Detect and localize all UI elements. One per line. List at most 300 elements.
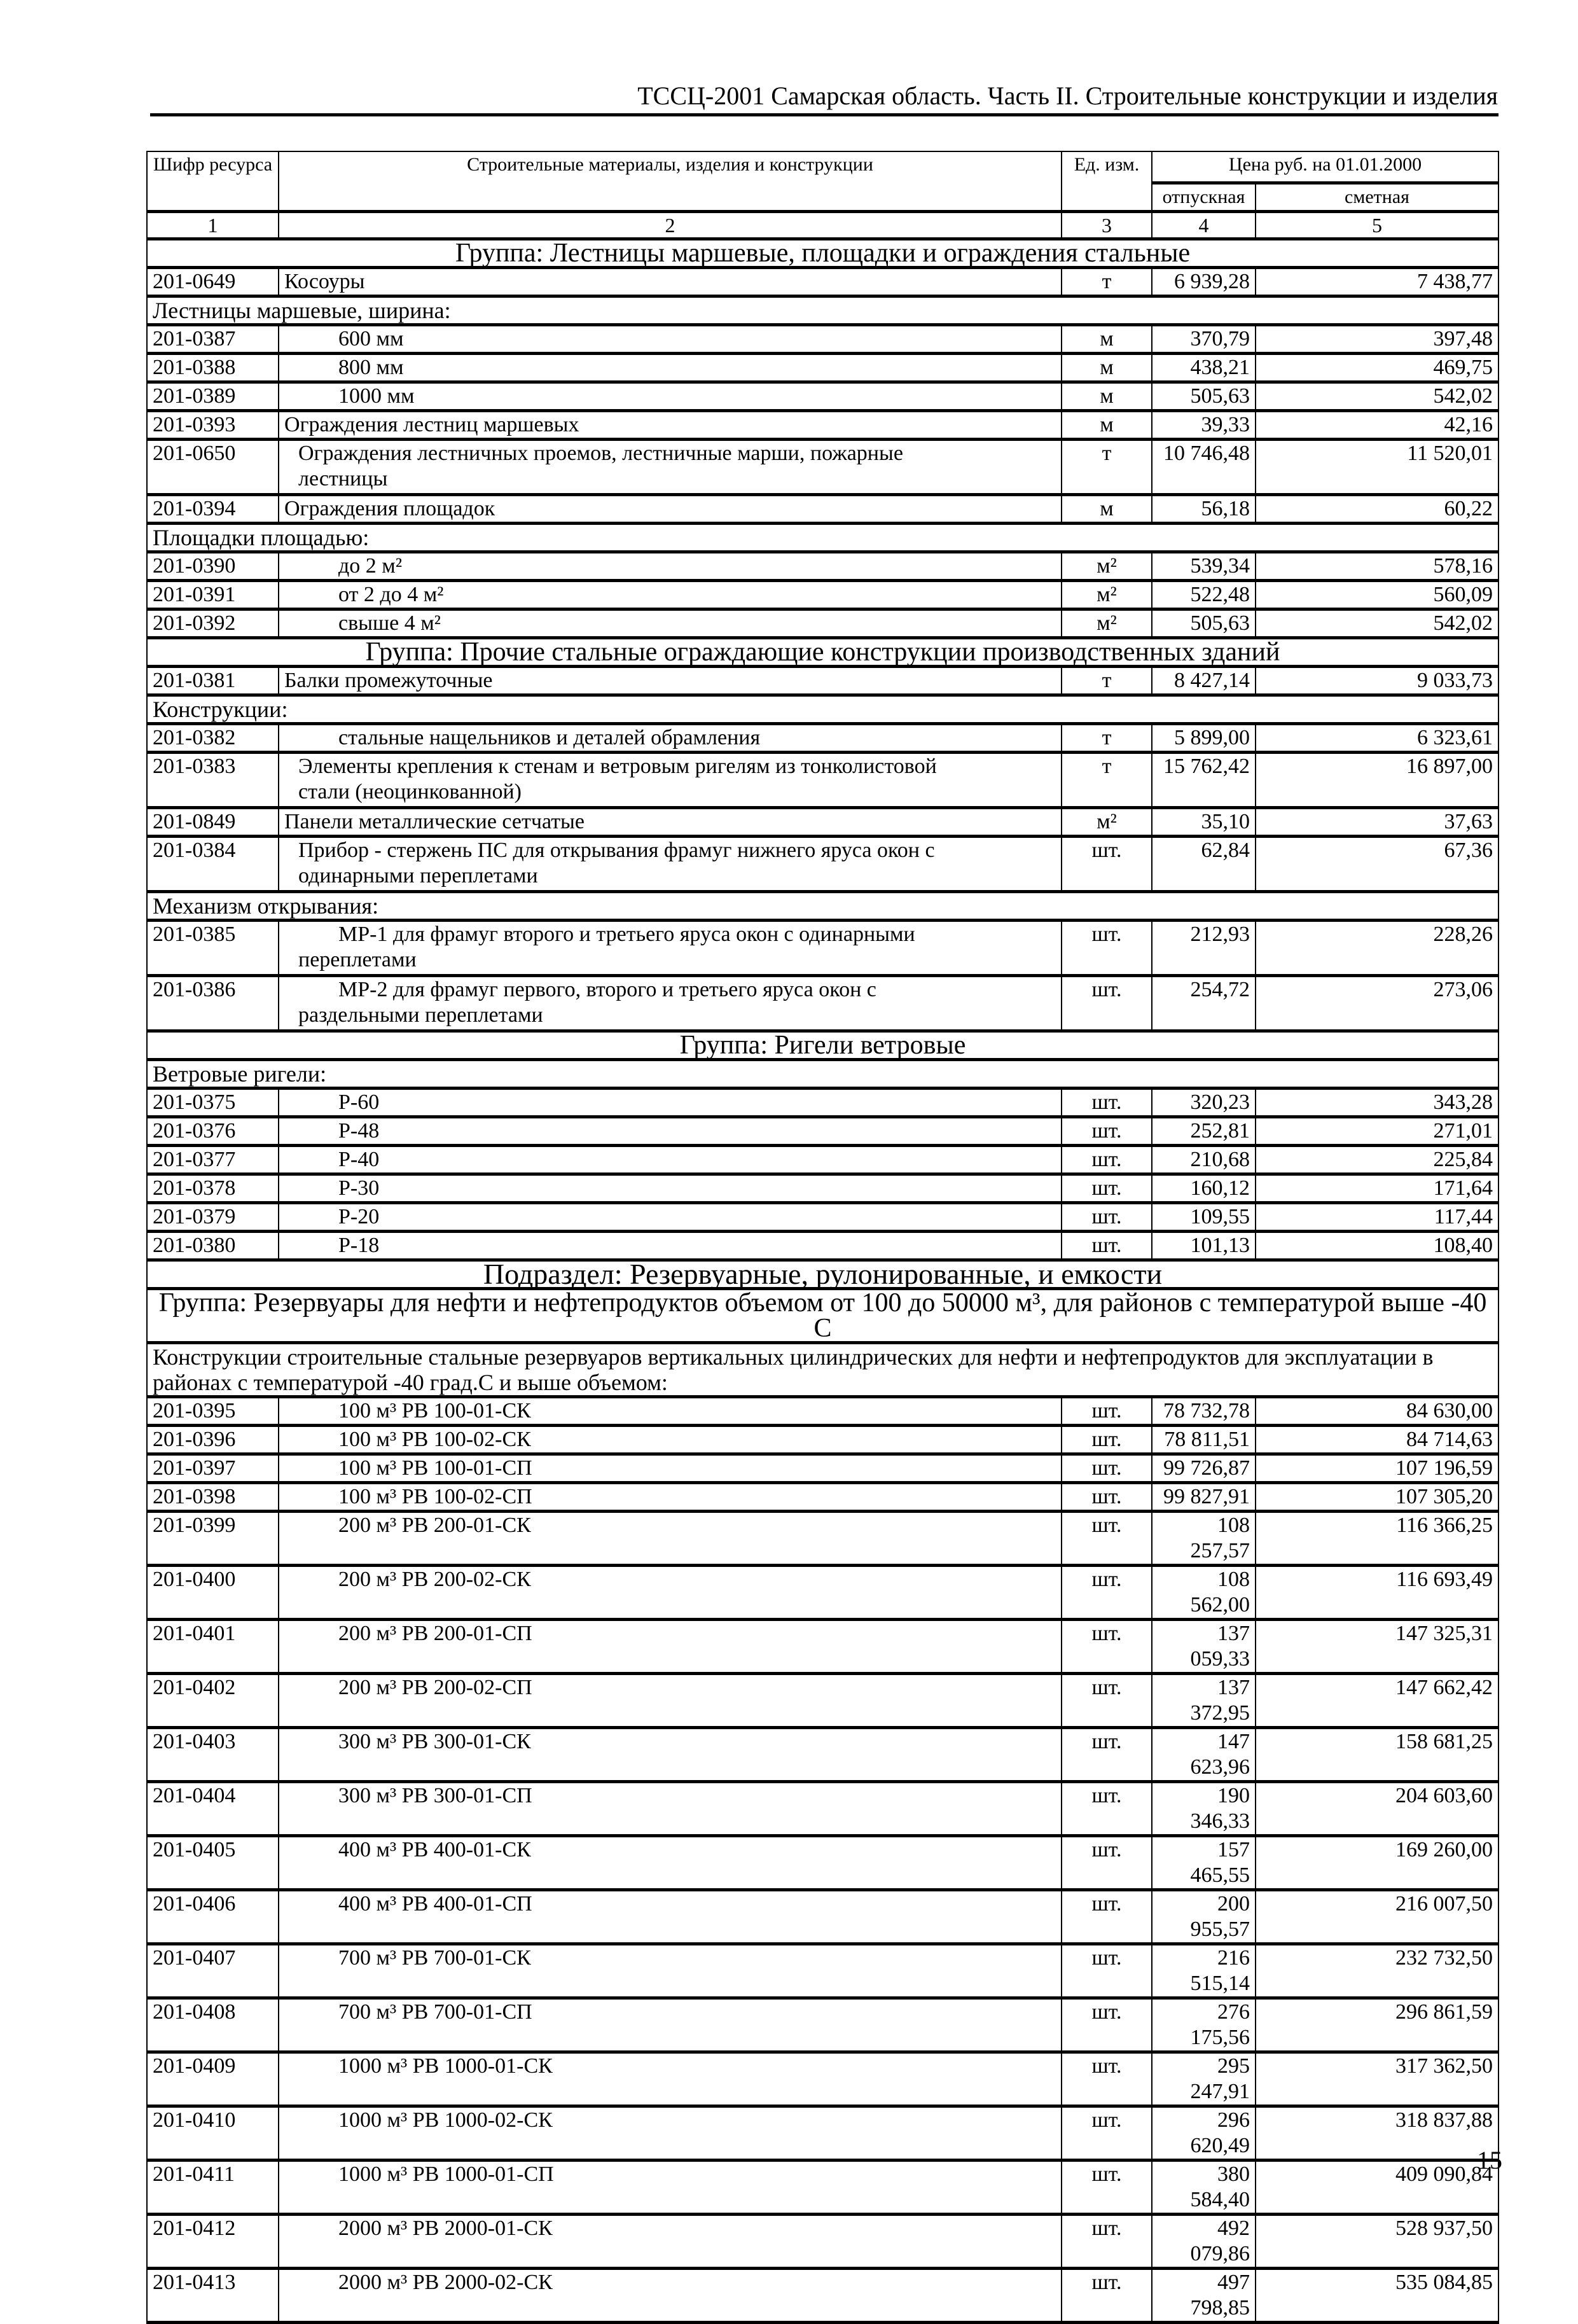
price-estimate: 37,63 — [1256, 808, 1498, 837]
price-estimate: 542,02 — [1256, 609, 1498, 638]
item-name-line: свыше 4 м² — [338, 611, 441, 635]
subsection-heading-row — [147, 1260, 1498, 1289]
table-row — [147, 1728, 1498, 1782]
unit: шт. — [1062, 837, 1152, 892]
resource-code: 201-0650 — [147, 440, 279, 495]
item-name — [279, 1174, 1062, 1203]
price-release: 99 827,91 — [1152, 1483, 1256, 1512]
price-release: 210,68 — [1152, 1146, 1256, 1174]
resource-code: 201-0406 — [147, 1890, 279, 1944]
item-name-line: 700 м³ РВ 700-01-СП — [338, 2000, 532, 2024]
resource-code: 201-0410 — [147, 2106, 279, 2160]
price-estimate: 7 438,77 — [1256, 268, 1498, 296]
price-estimate: 318 837,88 — [1256, 2106, 1498, 2160]
price-estimate: 108,40 — [1256, 1232, 1498, 1260]
price-estimate: 560,09 — [1256, 581, 1498, 609]
table-row — [147, 667, 1498, 695]
table-row — [147, 1620, 1498, 1674]
price-estimate: 397,48 — [1256, 325, 1498, 354]
price-release: 492 079,86 — [1152, 2215, 1256, 2269]
subheading-title: Механизм открывания: — [147, 892, 1498, 921]
resource-code: 201-0388 — [147, 354, 279, 382]
resource-code: 201-0401 — [147, 1620, 279, 1674]
unit: шт. — [1062, 1620, 1152, 1674]
price-estimate: 67,36 — [1256, 837, 1498, 892]
subheading-row — [147, 695, 1498, 724]
unit: шт. — [1062, 1998, 1152, 2052]
item-name — [279, 1782, 1062, 1836]
unit: шт. — [1062, 1890, 1152, 1944]
column-number: 3 — [1062, 212, 1152, 239]
subheading-row — [147, 1060, 1498, 1089]
item-name-continuation: раздельными переплетами — [298, 1003, 543, 1027]
resource-code: 201-0380 — [147, 1232, 279, 1260]
resource-code: 201-0404 — [147, 1782, 279, 1836]
table-row — [147, 1454, 1498, 1483]
item-name-line: Косоуры — [284, 270, 365, 293]
price-release: 190 346,33 — [1152, 1782, 1256, 1836]
column-header-price-estimate: сметная — [1256, 183, 1498, 212]
unit: м — [1062, 382, 1152, 411]
item-name-line: МР-1 для фрамуг второго и третьего яруса окон с одинарными — [338, 922, 915, 946]
price-release: 137 372,95 — [1152, 1674, 1256, 1728]
table-row — [147, 1089, 1498, 1117]
group-heading-row — [147, 1031, 1498, 1060]
price-estimate: 16 897,00 — [1256, 753, 1498, 808]
price-estimate: 42,16 — [1256, 411, 1498, 440]
item-name — [279, 1426, 1062, 1454]
item-name-line: 200 м³ РВ 200-02-СП — [338, 1676, 532, 1699]
unit: м² — [1062, 609, 1152, 638]
item-name — [279, 1890, 1062, 1944]
resource-code: 201-0407 — [147, 1944, 279, 1998]
table-row — [147, 1890, 1498, 1944]
price-estimate: 84 630,00 — [1256, 1397, 1498, 1426]
unit: шт. — [1062, 1174, 1152, 1203]
resource-code: 201-0389 — [147, 382, 279, 411]
item-name — [279, 2052, 1062, 2106]
resource-code: 201-0393 — [147, 411, 279, 440]
item-name — [279, 1454, 1062, 1483]
item-name-line: Р-18 — [338, 1234, 380, 1257]
price-release: 15 762,42 — [1152, 753, 1256, 808]
unit: т — [1062, 724, 1152, 753]
table-row — [147, 724, 1498, 753]
price-release: 200 955,57 — [1152, 1890, 1256, 1944]
item-name — [279, 1232, 1062, 1260]
resource-code: 201-0383 — [147, 753, 279, 808]
unit: шт. — [1062, 1836, 1152, 1890]
item-name — [279, 2160, 1062, 2215]
item-name-line: 400 м³ РВ 400-01-СП — [338, 1892, 532, 1916]
item-name-line: 700 м³ РВ 700-01-СК — [338, 1946, 531, 1970]
item-name-line: Элементы крепления к стенам и ветровым ригелям из тонколистовой — [298, 755, 937, 778]
price-estimate: 11 520,01 — [1256, 440, 1498, 495]
price-release: 78 811,51 — [1152, 1426, 1256, 1454]
price-release: 5 899,00 — [1152, 724, 1256, 753]
price-release: 254,72 — [1152, 976, 1256, 1031]
unit: шт. — [1062, 1728, 1152, 1782]
table-row — [147, 808, 1498, 837]
item-name-line: до 2 м² — [338, 554, 403, 578]
resource-code: 201-0396 — [147, 1426, 279, 1454]
price-estimate: 469,75 — [1256, 354, 1498, 382]
item-name-line: 200 м³ РВ 200-01-СП — [338, 1622, 532, 1645]
price-release: 99 726,87 — [1152, 1454, 1256, 1483]
unit: шт. — [1062, 1117, 1152, 1146]
item-name-line: 300 м³ РВ 300-01-СП — [338, 1784, 532, 1807]
unit: шт. — [1062, 1426, 1152, 1454]
price-release: 8 427,14 — [1152, 667, 1256, 695]
table-row — [147, 1232, 1498, 1260]
resource-code: 201-0408 — [147, 1998, 279, 2052]
table-row — [147, 2106, 1498, 2160]
item-name — [279, 411, 1062, 440]
item-name — [279, 1146, 1062, 1174]
price-release: 505,63 — [1152, 609, 1256, 638]
price-release: 78 732,78 — [1152, 1397, 1256, 1426]
item-name-continuation: переплетами — [298, 948, 417, 971]
price-estimate: 535 084,85 — [1256, 2269, 1498, 2323]
resource-code: 201-0394 — [147, 495, 279, 524]
table-row — [147, 1397, 1498, 1426]
group-heading-row — [147, 239, 1498, 268]
price-release: 320,23 — [1152, 1089, 1256, 1117]
item-name — [279, 1397, 1062, 1426]
resource-code: 201-0379 — [147, 1203, 279, 1232]
unit: т — [1062, 268, 1152, 296]
item-name — [279, 837, 1062, 892]
unit: шт. — [1062, 921, 1152, 976]
table-row — [147, 1174, 1498, 1203]
table-row — [147, 382, 1498, 411]
table-row — [147, 1146, 1498, 1174]
resource-code: 201-0849 — [147, 808, 279, 837]
subsection-title: Подраздел: Резервуарные, рулонированные, и емкости — [147, 1260, 1498, 1289]
price-estimate: 409 090,84 — [1256, 2160, 1498, 2215]
subheading-row — [147, 296, 1498, 325]
table-row — [147, 440, 1498, 495]
unit: шт. — [1062, 1146, 1152, 1174]
price-estimate: 107 305,20 — [1256, 1483, 1498, 1512]
column-number: 4 — [1152, 212, 1256, 239]
price-release: 380 584,40 — [1152, 2160, 1256, 2215]
table-header — [147, 151, 1498, 239]
price-release: 497 798,85 — [1152, 2269, 1256, 2323]
item-name-line: 200 м³ РВ 200-02-СК — [338, 1568, 531, 1591]
table-row — [147, 268, 1498, 296]
table-row — [147, 837, 1498, 892]
price-estimate: 528 937,50 — [1256, 2215, 1498, 2269]
price-estimate: 204 603,60 — [1256, 1782, 1498, 1836]
table-row — [147, 1426, 1498, 1454]
item-name — [279, 354, 1062, 382]
item-name-line: Р-60 — [338, 1090, 380, 1114]
resource-code: 201-0403 — [147, 1728, 279, 1782]
price-release: 109,55 — [1152, 1203, 1256, 1232]
price-estimate: 317 362,50 — [1256, 2052, 1498, 2106]
subheading-title: Площадки площадью: — [147, 524, 1498, 552]
item-name-line: 1000 м³ РВ 1000-01-СК — [338, 2054, 553, 2078]
table-row — [147, 609, 1498, 638]
resource-code: 201-0649 — [147, 268, 279, 296]
item-name — [279, 1089, 1062, 1117]
price-release: 370,79 — [1152, 325, 1256, 354]
item-name-line: Р-20 — [338, 1205, 380, 1228]
item-name — [279, 808, 1062, 837]
resource-code: 201-0387 — [147, 325, 279, 354]
price-release: 6 939,28 — [1152, 268, 1256, 296]
running-header: ТССЦ-2001 Самарская область. Часть II. Строительные конструкции и изделия — [637, 81, 1498, 110]
price-table — [146, 151, 1499, 2324]
subheading-title: Ветровые ригели: — [147, 1060, 1498, 1089]
unit: шт. — [1062, 1944, 1152, 1998]
price-release: 296 620,49 — [1152, 2106, 1256, 2160]
price-estimate: 60,22 — [1256, 495, 1498, 524]
item-name — [279, 325, 1062, 354]
unit: шт. — [1062, 1232, 1152, 1260]
column-number: 2 — [279, 212, 1062, 239]
item-name-line: Ограждения лестниц маршевых — [284, 413, 579, 436]
table-body — [147, 239, 1498, 2323]
resource-code: 201-0381 — [147, 667, 279, 695]
resource-code: 201-0399 — [147, 1512, 279, 1566]
table-row — [147, 2160, 1498, 2215]
table-row — [147, 1674, 1498, 1728]
item-name-continuation: стали (неоцинкованной) — [298, 780, 522, 804]
item-name-line: от 2 до 4 м² — [338, 583, 444, 606]
unit: шт. — [1062, 1203, 1152, 1232]
unit: м² — [1062, 808, 1152, 837]
price-estimate: 271,01 — [1256, 1117, 1498, 1146]
item-name-line: 1000 м³ РВ 1000-01-СП — [338, 2162, 554, 2186]
item-name — [279, 2215, 1062, 2269]
table-row — [147, 495, 1498, 524]
item-name — [279, 268, 1062, 296]
unit: т — [1062, 440, 1152, 495]
price-release: 216 515,14 — [1152, 1944, 1256, 1998]
unit: шт. — [1062, 1512, 1152, 1566]
unit: м — [1062, 411, 1152, 440]
price-release: 108 562,00 — [1152, 1566, 1256, 1620]
price-estimate: 542,02 — [1256, 382, 1498, 411]
group-title: Группа: Резервуары для нефти и нефтепродуктов объемом от 100 до 50000 м³, для районов с температурой выше -40 С — [147, 1289, 1498, 1343]
resource-code: 201-0405 — [147, 1836, 279, 1890]
item-name-line: МР-2 для фрамуг первого, второго и третьего яруса окон с — [338, 978, 876, 1001]
table-row — [147, 552, 1498, 581]
item-name-line: 800 мм — [338, 356, 404, 379]
table-row — [147, 1998, 1498, 2052]
resource-code: 201-0397 — [147, 1454, 279, 1483]
table-row — [147, 1836, 1498, 1890]
item-name — [279, 667, 1062, 695]
item-name-line: 100 м³ РВ 100-02-СП — [338, 1485, 532, 1508]
resource-code: 201-0386 — [147, 976, 279, 1031]
item-name — [279, 1728, 1062, 1782]
item-name — [279, 1117, 1062, 1146]
item-name — [279, 552, 1062, 581]
item-name — [279, 495, 1062, 524]
price-estimate: 84 714,63 — [1256, 1426, 1498, 1454]
price-release: 62,84 — [1152, 837, 1256, 892]
item-name-line: 200 м³ РВ 200-01-СК — [338, 1513, 531, 1537]
table-row — [147, 1512, 1498, 1566]
item-name-line: 100 м³ РВ 100-01-СП — [338, 1456, 532, 1480]
table-row — [147, 976, 1498, 1031]
unit: м — [1062, 354, 1152, 382]
table-row — [147, 411, 1498, 440]
price-release: 39,33 — [1152, 411, 1256, 440]
table-row — [147, 581, 1498, 609]
item-name-line: стальные нащельников и деталей обрамления — [338, 726, 761, 749]
item-name-line: Панели металлические сетчатые — [284, 810, 585, 833]
subheading-title: Конструкции строительные стальные резервуаров вертикальных цилиндрических для нефти и нефтепродуктов для эксплуатации в районах с температурой -40 град.С и выше объемом: — [147, 1343, 1498, 1397]
unit: шт. — [1062, 1483, 1152, 1512]
group-title: Группа: Ригели ветровые — [147, 1031, 1498, 1060]
price-release: 108 257,57 — [1152, 1512, 1256, 1566]
column-header-price-release: отпускная — [1152, 183, 1256, 212]
price-release: 295 247,91 — [1152, 2052, 1256, 2106]
group-title: Группа: Лестницы маршевые, площадки и ограждения стальные — [147, 239, 1498, 268]
item-name-line: 1000 мм — [338, 384, 415, 408]
resource-code: 201-0385 — [147, 921, 279, 976]
item-name-line: Прибор - стержень ПС для открывания фрамуг нижнего яруса окон с — [298, 838, 935, 862]
item-name-line: Балки промежуточные — [284, 669, 493, 692]
price-estimate: 147 662,42 — [1256, 1674, 1498, 1728]
price-release: 539,34 — [1152, 552, 1256, 581]
table-row — [147, 325, 1498, 354]
price-estimate: 6 323,61 — [1256, 724, 1498, 753]
table-row — [147, 921, 1498, 976]
table-row — [147, 2269, 1498, 2323]
unit: шт. — [1062, 1782, 1152, 1836]
table-row — [147, 2215, 1498, 2269]
item-name — [279, 2269, 1062, 2323]
unit: шт. — [1062, 2052, 1152, 2106]
column-header-price-group: Цена руб. на 01.01.2000 — [1152, 151, 1498, 183]
page-number: 15 — [1477, 2146, 1502, 2174]
item-name — [279, 1620, 1062, 1674]
item-name — [279, 1674, 1062, 1728]
resource-code: 201-0412 — [147, 2215, 279, 2269]
price-release: 101,13 — [1152, 1232, 1256, 1260]
subheading-title: Конструкции: — [147, 695, 1498, 724]
subheading-row — [147, 1343, 1498, 1397]
item-name-line: 2000 м³ РВ 2000-02-СК — [338, 2271, 553, 2294]
column-number: 1 — [147, 212, 279, 239]
item-name-line: Р-48 — [338, 1119, 380, 1143]
table-row — [147, 1782, 1498, 1836]
item-name-line: 400 м³ РВ 400-01-СК — [338, 1838, 531, 1861]
subheading-row — [147, 892, 1498, 921]
item-name — [279, 921, 1062, 976]
group-title: Группа: Прочие стальные ограждающие конструкции производственных зданий — [147, 638, 1498, 667]
resource-code: 201-0411 — [147, 2160, 279, 2215]
resource-code: 201-0400 — [147, 1566, 279, 1620]
item-name — [279, 976, 1062, 1031]
item-name — [279, 1203, 1062, 1232]
unit: шт. — [1062, 2160, 1152, 2215]
item-name — [279, 1483, 1062, 1512]
price-estimate: 216 007,50 — [1256, 1890, 1498, 1944]
price-estimate: 158 681,25 — [1256, 1728, 1498, 1782]
table-row — [147, 753, 1498, 808]
item-name-line: Р-40 — [338, 1148, 380, 1171]
unit: шт. — [1062, 1397, 1152, 1426]
item-name-line: Ограждения лестничных проемов, лестничные марши, пожарные — [298, 442, 903, 465]
table-row — [147, 1944, 1498, 1998]
price-release: 522,48 — [1152, 581, 1256, 609]
price-release: 10 746,48 — [1152, 440, 1256, 495]
resource-code: 201-0384 — [147, 837, 279, 892]
item-name — [279, 609, 1062, 638]
price-release: 276 175,56 — [1152, 1998, 1256, 2052]
price-release: 147 623,96 — [1152, 1728, 1256, 1782]
unit: шт. — [1062, 2215, 1152, 2269]
price-release: 35,10 — [1152, 808, 1256, 837]
resource-code: 201-0395 — [147, 1397, 279, 1426]
resource-code: 201-0413 — [147, 2269, 279, 2323]
resource-code: 201-0375 — [147, 1089, 279, 1117]
resource-code: 201-0376 — [147, 1117, 279, 1146]
table-row — [147, 1203, 1498, 1232]
unit: шт. — [1062, 976, 1152, 1031]
column-number-row — [147, 212, 1498, 239]
unit: шт. — [1062, 2269, 1152, 2323]
table-row — [147, 2052, 1498, 2106]
group-heading-row — [147, 638, 1498, 667]
price-estimate: 578,16 — [1256, 552, 1498, 581]
unit: шт. — [1062, 1566, 1152, 1620]
column-header-unit: Ед. изм. — [1062, 151, 1152, 212]
unit: шт. — [1062, 1089, 1152, 1117]
resource-code: 201-0390 — [147, 552, 279, 581]
resource-code: 201-0377 — [147, 1146, 279, 1174]
item-name-line: 100 м³ РВ 100-01-СК — [338, 1399, 531, 1423]
resource-code: 201-0409 — [147, 2052, 279, 2106]
item-name — [279, 2106, 1062, 2160]
item-name-line: Ограждения площадок — [284, 497, 495, 520]
price-estimate: 116 693,49 — [1256, 1566, 1498, 1620]
price-estimate: 228,26 — [1256, 921, 1498, 976]
resource-code: 201-0392 — [147, 609, 279, 638]
table-row — [147, 1483, 1498, 1512]
unit: шт. — [1062, 2106, 1152, 2160]
item-name — [279, 581, 1062, 609]
column-header-name: Строительные материалы, изделия и конструкции — [279, 151, 1062, 212]
item-name-line: 1000 м³ РВ 1000-02-СК — [338, 2108, 553, 2132]
price-estimate: 343,28 — [1256, 1089, 1498, 1117]
price-release: 438,21 — [1152, 354, 1256, 382]
item-name-continuation: одинарными переплетами — [298, 864, 538, 887]
price-estimate: 171,64 — [1256, 1174, 1498, 1203]
unit: м — [1062, 495, 1152, 524]
item-name-line: 100 м³ РВ 100-02-СК — [338, 1428, 531, 1451]
item-name-line: 2000 м³ РВ 2000-01-СК — [338, 2216, 553, 2240]
item-name — [279, 753, 1062, 808]
price-release: 505,63 — [1152, 382, 1256, 411]
price-estimate: 225,84 — [1256, 1146, 1498, 1174]
price-release: 252,81 — [1152, 1117, 1256, 1146]
subheading-title: Лестницы маршевые, ширина: — [147, 296, 1498, 325]
price-estimate: 273,06 — [1256, 976, 1498, 1031]
resource-code: 201-0398 — [147, 1483, 279, 1512]
column-header-code: Шифр ресурса — [147, 151, 279, 212]
resource-code: 201-0391 — [147, 581, 279, 609]
table-row — [147, 354, 1498, 382]
price-release: 56,18 — [1152, 495, 1256, 524]
item-name — [279, 440, 1062, 495]
